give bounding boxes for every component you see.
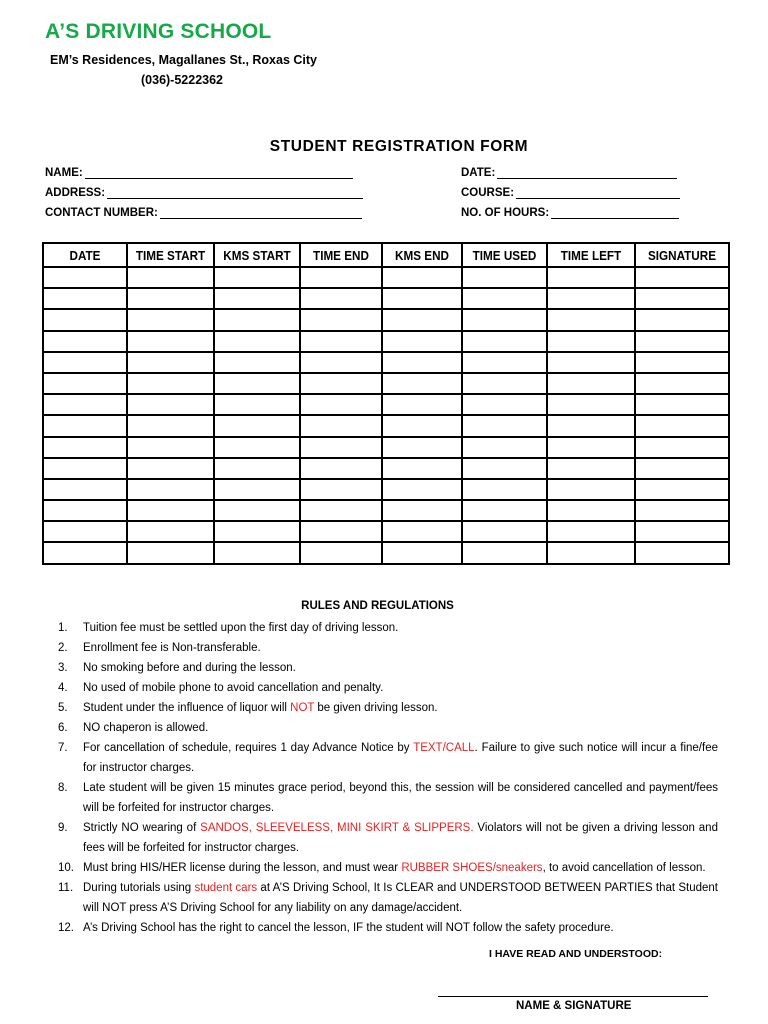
column-header-kms-start: KMS START <box>218 243 295 267</box>
column-header-time-left: TIME LEFT <box>551 243 630 267</box>
table-cell[interactable] <box>635 331 729 352</box>
hours-label: NO. OF HOURS: <box>461 207 550 219</box>
table-cell[interactable] <box>300 373 382 394</box>
table-cell[interactable] <box>547 479 635 500</box>
date-field[interactable] <box>461 166 677 179</box>
signature-line[interactable] <box>438 996 708 997</box>
rule-text: For cancellation of schedule, requires 1 day Advance Notice by <box>83 742 414 754</box>
rule-item <box>48 738 718 778</box>
table-cell[interactable] <box>382 309 462 330</box>
contact-input-line[interactable] <box>160 206 362 219</box>
table-cell[interactable] <box>127 458 214 479</box>
name-field[interactable] <box>45 166 353 179</box>
table-cell[interactable] <box>214 521 300 542</box>
rule-item <box>48 678 718 698</box>
rule-text: No smoking before and during the lesson. <box>83 662 296 674</box>
table-cell[interactable] <box>300 288 382 309</box>
date-label: DATE: <box>461 167 496 179</box>
table-cell[interactable] <box>382 373 462 394</box>
column-header-kms-end: KMS END <box>386 243 458 267</box>
table-cell[interactable] <box>547 331 635 352</box>
column-header-time-start: TIME START <box>131 243 209 267</box>
rule-text: Student under the influence of liquor will <box>83 702 291 714</box>
table-cell[interactable] <box>300 309 382 330</box>
column-header-time-end: TIME END <box>304 243 378 267</box>
table-cell[interactable] <box>43 394 127 415</box>
table-row <box>43 352 729 373</box>
table-cell[interactable] <box>43 352 127 373</box>
table-cell[interactable] <box>43 479 127 500</box>
rule-text: No used of mobile phone to avoid cancellation and penalty. <box>83 682 384 694</box>
table-body <box>43 267 729 564</box>
rule-number: 10. <box>58 862 74 874</box>
table-cell[interactable] <box>382 458 462 479</box>
table-cell[interactable] <box>462 373 547 394</box>
rule-number: 9. <box>58 822 68 834</box>
course-label: COURSE: <box>461 187 515 199</box>
rule-text: Strictly NO wearing of <box>83 822 201 834</box>
table-cell[interactable] <box>127 331 214 352</box>
table-cell[interactable] <box>214 479 300 500</box>
rule-item <box>48 858 718 878</box>
table-cell[interactable] <box>127 437 214 458</box>
table-cell[interactable] <box>127 542 214 563</box>
contact-field[interactable] <box>45 206 362 219</box>
table-cell[interactable] <box>635 352 729 373</box>
rule-number: 2. <box>58 642 68 654</box>
rules-title: RULES AND REGULATIONS <box>301 600 454 612</box>
table-cell[interactable] <box>635 500 729 521</box>
table-cell[interactable] <box>43 542 127 563</box>
course-field[interactable] <box>461 186 680 199</box>
table-cell[interactable] <box>462 500 547 521</box>
column-header-time-used: TIME USED <box>466 243 543 267</box>
table-cell[interactable] <box>547 288 635 309</box>
rule-item <box>48 918 718 938</box>
table-cell[interactable] <box>462 437 547 458</box>
rule-number: 3. <box>58 662 68 674</box>
table-cell[interactable] <box>43 331 127 352</box>
rule-text: . Failure to give such notice will incur a fine/fee for instructor charges. <box>83 742 718 774</box>
table-cell[interactable] <box>127 288 214 309</box>
table-cell[interactable] <box>382 331 462 352</box>
course-input-line[interactable] <box>516 186 680 199</box>
table-cell[interactable] <box>462 309 547 330</box>
table-cell[interactable] <box>462 352 547 373</box>
hours-input-line[interactable] <box>551 206 679 219</box>
table-cell[interactable] <box>300 331 382 352</box>
table-cell[interactable] <box>462 267 547 288</box>
table-cell[interactable] <box>547 394 635 415</box>
table-cell[interactable] <box>547 437 635 458</box>
table-cell[interactable] <box>547 267 635 288</box>
table-cell[interactable] <box>214 267 300 288</box>
acknowledgement-text: I HAVE READ AND UNDERSTOOD: <box>489 948 663 960</box>
table-cell[interactable] <box>547 542 635 563</box>
table-cell[interactable] <box>214 394 300 415</box>
rule-text: A’s Driving School has the right to cancel the lesson, IF the student will NOT follow the safety procedure. <box>83 922 614 934</box>
address-label: ADDRESS: <box>45 187 106 199</box>
table-cell[interactable] <box>462 458 547 479</box>
table-cell[interactable] <box>635 373 729 394</box>
table-cell[interactable] <box>43 415 127 436</box>
table-cell[interactable] <box>462 479 547 500</box>
signature-label: NAME & SIGNATURE <box>516 1000 632 1012</box>
table-cell[interactable] <box>43 309 127 330</box>
table-row <box>43 267 729 288</box>
rule-text: Violators will not be given a driving lesson and fees will be forfeited for instructor charges. <box>83 822 718 854</box>
table-cell[interactable] <box>635 288 729 309</box>
table-row <box>43 437 729 458</box>
rule-highlight-text: SANDOS, SLEEVELESS, MINI SKIRT & SLIPPERS. <box>200 822 474 834</box>
table-cell[interactable] <box>214 352 300 373</box>
address-field[interactable] <box>45 186 363 199</box>
table-cell[interactable] <box>382 521 462 542</box>
table-cell[interactable] <box>43 373 127 394</box>
rule-item <box>48 698 718 718</box>
table-cell[interactable] <box>127 415 214 436</box>
rule-text: During tutorials using <box>83 882 195 894</box>
table-cell[interactable] <box>635 542 729 563</box>
table-cell[interactable] <box>382 415 462 436</box>
table-cell[interactable] <box>382 352 462 373</box>
school-phone: (036)-5222362 <box>141 73 224 87</box>
rule-number: 7. <box>58 742 68 754</box>
table-cell[interactable] <box>300 394 382 415</box>
table-cell[interactable] <box>635 415 729 436</box>
table-row <box>43 542 729 563</box>
rule-text: Tuition fee must be settled upon the first day of driving lesson. <box>83 622 399 634</box>
school-address: EM’s Residences, Magallanes St., Roxas City <box>50 53 317 67</box>
rule-number: 8. <box>58 782 68 794</box>
table-cell[interactable] <box>214 437 300 458</box>
table-cell[interactable] <box>300 415 382 436</box>
table-cell[interactable] <box>547 373 635 394</box>
name-input-line[interactable] <box>85 166 353 179</box>
table-cell[interactable] <box>382 500 462 521</box>
table-cell[interactable] <box>127 521 214 542</box>
address-input-line[interactable] <box>107 186 363 199</box>
table-cell[interactable] <box>462 415 547 436</box>
rule-text: Must bring HIS/HER license during the lesson, and must wear <box>83 862 402 874</box>
table-cell[interactable] <box>462 331 547 352</box>
table-row <box>43 373 729 394</box>
table-cell[interactable] <box>300 437 382 458</box>
table-cell[interactable] <box>214 288 300 309</box>
table-cell[interactable] <box>547 458 635 479</box>
rule-number: 4. <box>58 682 68 694</box>
table-row <box>43 479 729 500</box>
table-cell[interactable] <box>635 437 729 458</box>
name-label: NAME: <box>45 167 83 179</box>
table-row <box>43 415 729 436</box>
table-cell[interactable] <box>382 479 462 500</box>
table-row <box>43 394 729 415</box>
table-header-row <box>43 243 729 267</box>
table-cell[interactable] <box>300 352 382 373</box>
table-cell[interactable] <box>127 394 214 415</box>
lesson-log-table <box>42 242 730 565</box>
rule-text: Late student will be given 15 minutes grace period, beyond this, the session will be considered cancelled and payment/fees will be forfeited for instructor charges. <box>83 782 718 814</box>
table-cell[interactable] <box>300 542 382 563</box>
table-cell[interactable] <box>214 415 300 436</box>
table-cell[interactable] <box>635 394 729 415</box>
table-cell[interactable] <box>300 267 382 288</box>
rule-number: 11. <box>58 882 74 894</box>
table-cell[interactable] <box>382 394 462 415</box>
rule-item <box>48 638 718 658</box>
rule-text: NO chaperon is allowed. <box>83 722 209 734</box>
school-name: A’S DRIVING SCHOOL <box>45 20 272 43</box>
table-row <box>43 458 729 479</box>
table-cell[interactable] <box>43 521 127 542</box>
table-cell[interactable] <box>635 309 729 330</box>
rule-highlight-text: RUBBER SHOES/sneakers <box>401 862 543 874</box>
table-cell[interactable] <box>214 373 300 394</box>
rules-list <box>48 618 718 938</box>
table-cell[interactable] <box>635 479 729 500</box>
column-header-date: DATE <box>47 243 123 267</box>
date-input-line[interactable] <box>497 166 677 179</box>
rule-text: , to avoid cancellation of lesson. <box>542 862 706 874</box>
table-cell[interactable] <box>300 500 382 521</box>
rule-item <box>48 818 718 858</box>
table-cell[interactable] <box>300 458 382 479</box>
table-cell[interactable] <box>462 288 547 309</box>
table-cell[interactable] <box>43 288 127 309</box>
table-cell[interactable] <box>214 458 300 479</box>
form-title: STUDENT REGISTRATION FORM <box>269 138 529 155</box>
hours-field[interactable] <box>461 206 679 219</box>
rule-item <box>48 658 718 678</box>
table-cell[interactable] <box>43 267 127 288</box>
table-cell[interactable] <box>635 458 729 479</box>
table-cell[interactable] <box>547 521 635 542</box>
table-cell[interactable] <box>382 288 462 309</box>
rule-number: 6. <box>58 722 68 734</box>
rule-number: 12. <box>58 922 74 934</box>
table-cell[interactable] <box>462 542 547 563</box>
table-cell[interactable] <box>462 394 547 415</box>
table-cell[interactable] <box>382 267 462 288</box>
rule-highlight-text: NOT <box>290 702 315 714</box>
table-cell[interactable] <box>214 542 300 563</box>
rule-text: be given driving lesson. <box>314 702 438 714</box>
table-row <box>43 500 729 521</box>
table-cell[interactable] <box>547 415 635 436</box>
table-cell[interactable] <box>300 521 382 542</box>
rule-item <box>48 778 718 818</box>
column-header-signature: SIGNATURE <box>640 243 725 267</box>
table-cell[interactable] <box>547 500 635 521</box>
table-cell[interactable] <box>127 500 214 521</box>
table-cell[interactable] <box>547 309 635 330</box>
rule-number: 1. <box>58 622 68 634</box>
rule-highlight-text: student cars <box>194 882 258 894</box>
rule-number: 5. <box>58 702 68 714</box>
table-cell[interactable] <box>43 458 127 479</box>
table-cell[interactable] <box>547 352 635 373</box>
table-cell[interactable] <box>127 479 214 500</box>
table-cell[interactable] <box>43 500 127 521</box>
table-cell[interactable] <box>462 521 547 542</box>
rule-item <box>48 878 718 918</box>
table-cell[interactable] <box>635 267 729 288</box>
table-row <box>43 331 729 352</box>
table-cell[interactable] <box>127 267 214 288</box>
rule-text: at A’S Driving School, It Is CLEAR and UNDERSTOOD BETWEEN PARTIES that Student will NOT press A’S Driving School for any liability on any damage/accident. <box>83 882 718 914</box>
table-cell[interactable] <box>382 437 462 458</box>
table-cell[interactable] <box>43 437 127 458</box>
table-row <box>43 288 729 309</box>
table-cell[interactable] <box>127 352 214 373</box>
table-cell[interactable] <box>127 373 214 394</box>
table-cell[interactable] <box>300 479 382 500</box>
rule-item <box>48 718 718 738</box>
table-row <box>43 309 729 330</box>
table-cell[interactable] <box>127 309 214 330</box>
table-cell[interactable] <box>635 521 729 542</box>
rule-item <box>48 618 718 638</box>
contact-label: CONTACT NUMBER: <box>45 207 158 219</box>
table-row <box>43 521 729 542</box>
table-cell[interactable] <box>214 331 300 352</box>
table-cell[interactable] <box>382 542 462 563</box>
table-cell[interactable] <box>214 500 300 521</box>
rule-text: Enrollment fee is Non-transferable. <box>83 642 261 654</box>
rule-highlight-text: TEXT/CALL <box>413 742 475 754</box>
table-cell[interactable] <box>214 309 300 330</box>
